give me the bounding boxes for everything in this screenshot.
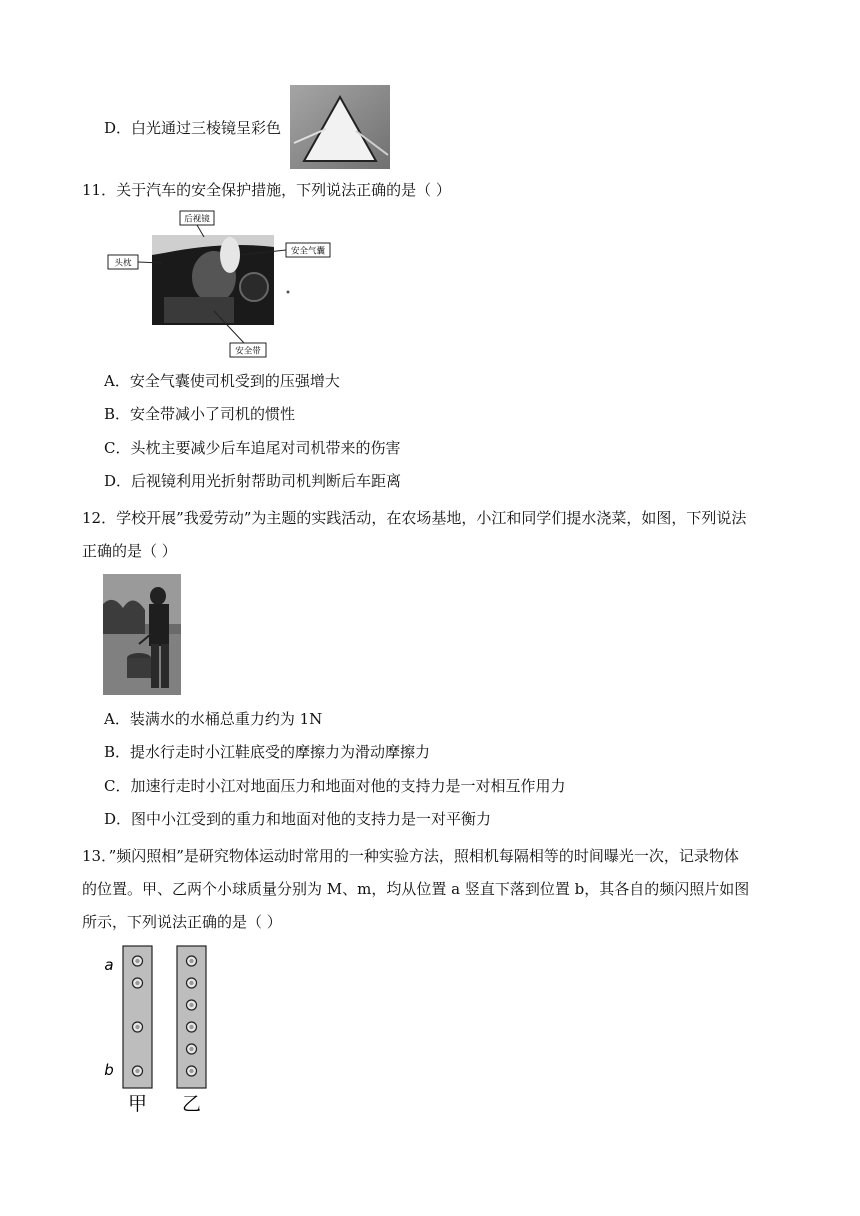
q12-option-b: B．提水行走时小江鞋底受的摩擦力为滑动摩擦力 xyxy=(104,743,431,761)
label-jia: 甲 xyxy=(127,1093,148,1115)
q12-stem-line2: 正确的是（ ） xyxy=(82,542,177,560)
prism-photo xyxy=(290,85,390,169)
label-headrest: 头枕 xyxy=(114,258,132,269)
q12-stem-line1: 12．学校开展”我爱劳动”为主题的实践活动，在农场基地，小江和同学们提水浇菜，如图，下列说法 xyxy=(82,509,747,527)
q10-option-d: D．白光通过三棱镜呈彩色 xyxy=(104,119,282,137)
q11-option-c: C．头枕主要减少后车追尾对司机带来的伤害 xyxy=(104,439,401,457)
q12-option-c: C．加速行走时小江对地面压力和地面对他的支持力是一对相互作用力 xyxy=(104,777,566,795)
label-a: a xyxy=(104,956,114,974)
q13-stem-line3: 所示，下列说法正确的是（ ） xyxy=(82,913,282,931)
label-mirror: 后视镜 xyxy=(184,214,210,225)
strobe-photo-diagram xyxy=(100,944,220,1116)
q11-option-a: A．安全气囊使司机受到的压强增大 xyxy=(104,372,340,390)
q11-stem: 11．关于汽车的安全保护措施，下列说法正确的是（ ） xyxy=(82,181,451,199)
q12-option-a: A．装满水的水桶总重力约为 1N xyxy=(104,710,323,728)
label-airbag: 安全气囊 xyxy=(290,246,326,257)
q11-option-d: D．后视镜利用光折射帮助司机判断后车距离 xyxy=(104,472,402,490)
label-b: b xyxy=(104,1061,114,1079)
water-carrying-photo xyxy=(103,574,181,695)
q12-option-d: D．图中小江受到的重力和地面对他的支持力是一对平衡力 xyxy=(104,810,492,828)
q13-stem-line1: 13．”频闪照相”是研究物体运动时常用的一种实验方法，照相机每隔相等的时间曝光一次，记录物体 xyxy=(82,847,739,865)
q13-stem-line2: 的位置。甲、乙两个小球质量分别为 M、m，均从位置 a 竖直下落到位置 b，其各自的频闪照片如图 xyxy=(82,880,750,898)
label-yi: 乙 xyxy=(181,1093,202,1115)
car-safety-photo xyxy=(104,207,354,363)
q11-option-b: B．安全带减小了司机的惯性 xyxy=(104,405,296,423)
label-seatbelt: 安全带 xyxy=(235,346,261,357)
